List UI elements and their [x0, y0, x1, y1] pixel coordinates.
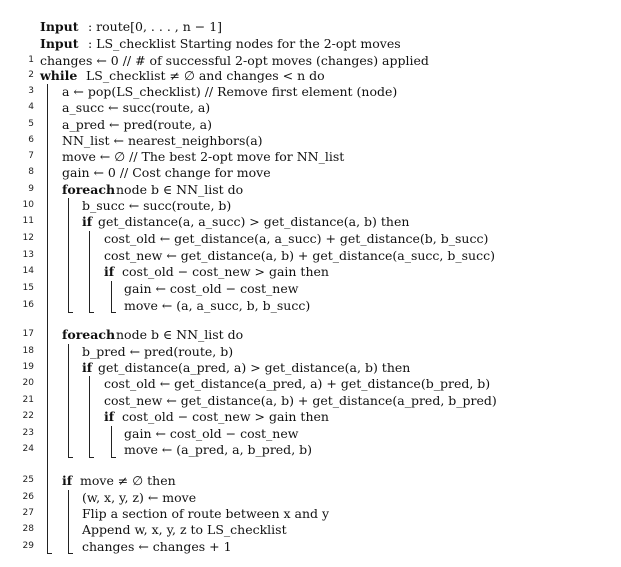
line-text: cost_new ← get_distance(a, b) + get_distance(a_succ, b_succ)	[104, 248, 495, 263]
line-number: 14	[22, 266, 34, 276]
input-checklist-text: : LS_checklist Starting nodes for the 2-opt moves	[88, 36, 401, 51]
line-number: 29	[22, 541, 34, 551]
line-number: 7	[28, 151, 34, 161]
line-number: 18	[22, 346, 34, 356]
if-block-rule-1	[89, 231, 90, 312]
line-number: 16	[22, 300, 34, 310]
line-number: 21	[22, 395, 34, 405]
line-text: cost_new ← get_distance(a, b) + get_distance(a_pred, b_pred)	[104, 393, 497, 408]
if-block-end-2	[89, 457, 94, 458]
input-label: Input	[40, 19, 79, 34]
line-text: Append w, x, y, z to LS_checklist	[82, 522, 287, 537]
foreach-block-rule-2	[68, 344, 69, 457]
line-number: 28	[22, 524, 34, 534]
inner-if-block-end-2	[111, 457, 116, 458]
line-number: 26	[22, 492, 34, 502]
inner-if-block-end-1	[111, 312, 116, 313]
line-text: b_succ ← succ(route, b)	[82, 198, 232, 213]
line-text: gain ← cost_old − cost_new	[124, 281, 299, 296]
line-text: cost_old ← get_distance(a_pred, a) + get_distance(b_pred, b)	[104, 376, 491, 391]
line-number: 17	[22, 329, 34, 339]
foreach-block-rule-1	[68, 198, 69, 312]
line-text: node b ∈ NN_list do	[116, 182, 244, 197]
line-text: (w, x, y, z) ← move	[82, 490, 197, 505]
while-block-end	[47, 553, 52, 554]
line-text: cost_old ← get_distance(a, a_succ) + get_distance(b, b_succ)	[104, 231, 489, 246]
line-number: 4	[28, 102, 34, 112]
line-number: 10	[22, 200, 34, 210]
line-text: get_distance(a, a_succ) > get_distance(a, b) then	[98, 214, 410, 229]
line-text: move ← (a_pred, a, b_pred, b)	[124, 442, 313, 457]
line-text: a_pred ← pred(route, a)	[62, 117, 212, 132]
line-text: move ← ∅ // The best 2-opt move for NN_list	[62, 149, 345, 164]
line-number: 22	[22, 411, 34, 421]
keyword: if	[104, 264, 115, 279]
line-number: 19	[22, 362, 34, 372]
line-number: 25	[22, 475, 34, 485]
line-number: 5	[28, 119, 34, 129]
line-text: cost_old − cost_new > gain then	[122, 264, 329, 279]
keyword: if	[104, 409, 115, 424]
line-text: node b ∈ NN_list do	[116, 327, 244, 342]
keyword: if	[62, 473, 73, 488]
if-block-rule-2	[89, 376, 90, 457]
line-text: move ≠ ∅ then	[80, 473, 176, 488]
line-number: 11	[22, 216, 34, 226]
line-text: changes ← changes + 1	[82, 539, 232, 554]
if-move-block-end	[68, 553, 73, 554]
line-text: b_pred ← pred(route, b)	[82, 344, 234, 359]
if-move-block-rule	[68, 490, 69, 553]
line-number: 8	[28, 167, 34, 177]
line-number: 9	[28, 184, 34, 194]
keyword: while	[40, 68, 78, 83]
line-text: gain ← cost_old − cost_new	[124, 426, 299, 441]
line-text: move ← (a, a_succ, b, b_succ)	[124, 298, 311, 313]
line-number: 23	[22, 428, 34, 438]
line-text: Flip a section of route between x and y	[82, 506, 330, 521]
if-block-end-1	[89, 312, 94, 313]
line-text: a_succ ← succ(route, a)	[62, 100, 211, 115]
line-number: 15	[22, 283, 34, 293]
line-number: 3	[28, 86, 34, 96]
input-label: Input	[40, 36, 79, 51]
foreach-block-end-2	[68, 457, 73, 458]
line-text: get_distance(a_pred, a) > get_distance(a, b) then	[98, 360, 411, 375]
keyword: foreach	[62, 182, 116, 197]
keyword: if	[82, 360, 93, 375]
keyword: if	[82, 214, 93, 229]
line-number: 27	[22, 508, 34, 518]
line-text: a ← pop(LS_checklist) // Remove first element (node)	[62, 84, 398, 99]
line-number: 12	[22, 233, 34, 243]
inner-if-block-rule-2	[111, 426, 112, 457]
line-number: 24	[22, 444, 34, 454]
line-number: 13	[22, 250, 34, 260]
line-text: changes ← 0 // # of successful 2-opt moves (changes) applied	[40, 53, 429, 68]
input-route-text: : route[0, . . . , n − 1]	[88, 19, 223, 34]
foreach-block-end-1	[68, 312, 73, 313]
line-number: 1	[28, 55, 34, 65]
line-number: 2	[28, 70, 34, 80]
line-text: NN_list ← nearest_neighbors(a)	[62, 133, 263, 148]
line-number: 20	[22, 378, 34, 388]
line-text: gain ← 0 // Cost change for move	[62, 165, 271, 180]
line-text: LS_checklist ≠ ∅ and changes < n do	[86, 68, 325, 83]
keyword: foreach	[62, 327, 116, 342]
line-text: cost_old − cost_new > gain then	[122, 409, 329, 424]
line-number: 6	[28, 135, 34, 145]
inner-if-block-rule-1	[111, 281, 112, 312]
while-block-rule	[47, 84, 48, 553]
